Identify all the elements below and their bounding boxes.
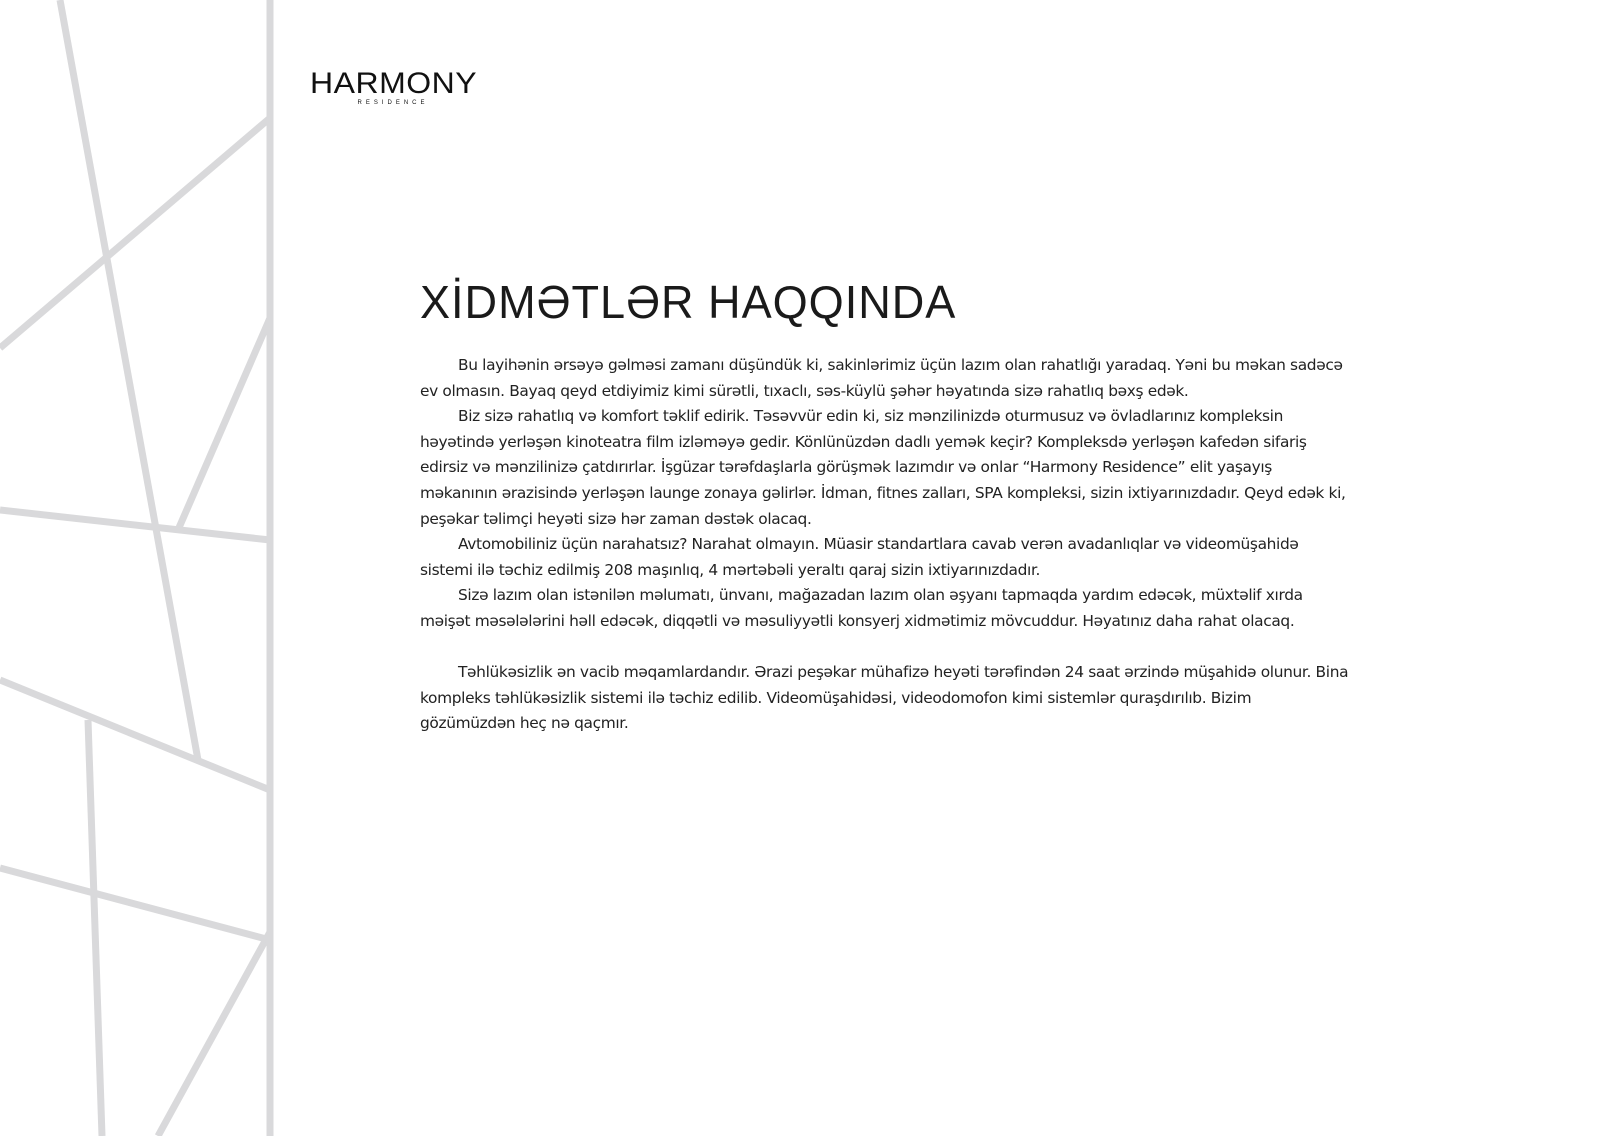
page-title: XİDMƏTLƏR HAQQINDA <box>420 276 957 328</box>
decor-line <box>158 932 270 1136</box>
paragraph-parking: Avtomobiliniz üçün narahatsız? Narahat olmayın. Müasir standartlara cavab verən avadanlıqlar və videomüşahidə sistemi ilə təchiz edilmiş 208 maşınlıq, 4 mərtəbəli yeraltı qaraj sizin ixtiyarınızdadır. <box>420 535 1299 579</box>
paragraph-concierge: Sizə lazım olan istənilən məlumatı, ünvanı, mağazadan lazım olan əşyanı tapmaqda yardım edəcək, müxtəlif xırda məişət məsələlərini həll edəcək, diqqətli və məsuliyyətli konsyerj xidmətimiz mövcuddur. Həyatınız daha rahat olacaq. <box>420 586 1303 630</box>
paragraph-intro: Bu layihənin ərsəyə gəlməsi zamanı düşündük ki, sakinlərimiz üçün lazım olan rahatlığı yaradaq. Yəni bu məkan sadəcə ev olmasın. Bayaq qeyd etdiyimiz kimi sürətli, tıxaclı, səs-küylü şəhər həyatında sizə rahatlıq bəxş edək. <box>420 356 1343 400</box>
decor-line <box>0 868 270 940</box>
logo-wordmark: HARMONY <box>310 66 478 100</box>
services-text <box>420 353 1350 737</box>
logo-tagline: RESIDENCE <box>357 100 429 106</box>
decor-line <box>0 680 270 790</box>
decor-line <box>0 510 270 540</box>
decor-line <box>60 0 198 760</box>
paragraph-comfort: Biz sizə rahatlıq və komfort təklif edirik. Təsəvvür edin ki, siz mənzilinizdə oturmusuz və övladlarınız kompleksin həyətində yerləşən kinoteatra film izləməyə gedir. Könlünüzdən dadlı yemək keçir? Kompleksdə yerləşən kafedən sifariş edirsiz və mənzilinizə çatdırırlar. İşgüzar tərəfdaşlarla görüşmək lazımdır və onlar “Harmony Residence” elit yaşayış məkanının ərazisində yerləşən launge zonaya gəlirlər. İdman, fitnes zalları, SPA kompleksi, sizin ixtiyarınızdadır. Qeyd edək ki, peşəkar təlimçi heyəti sizə hər zaman dəstək olacaq. <box>420 407 1346 528</box>
decor-line <box>178 318 270 530</box>
decor-line <box>0 118 270 348</box>
paragraph-security: Təhlükəsizlik ən vacib məqamlardandır. Ərazi peşəkar mühafizə heyəti tərəfindən 24 saat ərzində müşahidə olunur. Bina kompleks təhlükəsizlik sistemi ilə təchiz edilib. Videomüşahidəsi, videodomofon kimi sistemlər quraşdırılıb. Bizim gözümüzdən heç nə qaçmır. <box>420 663 1349 733</box>
decor-line <box>88 720 102 1136</box>
harmony-logo <box>310 66 478 107</box>
geometric-line-decoration <box>0 0 280 1136</box>
